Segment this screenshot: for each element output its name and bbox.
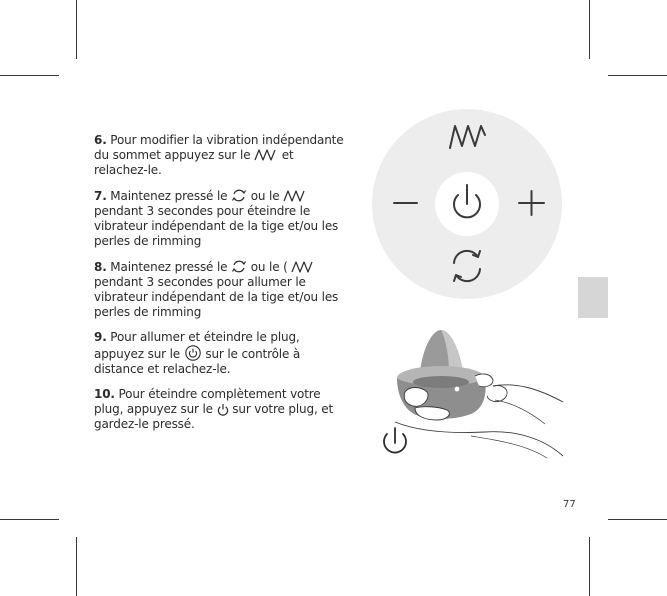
instruction-text: Pour allumer et éteindre le plug, appuyez sur le [94, 330, 300, 361]
wave-icon [283, 189, 307, 203]
crop-mark [608, 519, 667, 520]
instruction-text: ou le [250, 189, 284, 203]
instruction-text: ou le ( [250, 260, 288, 274]
crop-mark [589, 0, 590, 59]
crop-mark [76, 537, 77, 596]
instruction-text: Maintenez pressé le [110, 189, 232, 203]
crop-mark [608, 75, 667, 76]
remote-control-diagram [372, 109, 562, 299]
instruction-10 [94, 387, 344, 432]
crop-mark [76, 0, 77, 59]
instruction-text: sur le contrôle à distance et relachez-le. [94, 347, 301, 376]
instruction-text: Pour éteindre complètement votre plug, appuyez sur le [94, 387, 321, 416]
hand-plug-illustration [375, 326, 565, 472]
instruction-text: et relachez-le. [94, 148, 294, 177]
instruction-6 [94, 133, 344, 178]
instruction-number: 9. [94, 330, 107, 344]
instruction-text: pendant 3 secondes pour éteindre le vibrateur indépendant de la tige et/ou les perles de rimming [94, 204, 339, 248]
power-icon [217, 403, 229, 416]
instruction-text: pendant 3 secondes pour allumer le vibrateur indépendant de la tige et/ou les perles de rimming [94, 275, 339, 319]
instruction-7 [94, 188, 344, 249]
crop-mark [589, 537, 590, 596]
instruction-text: sur votre plug, et gardez-le pressé. [94, 402, 334, 431]
instruction-text: Pour modifier la vibration indépendante du sommet appuyez sur le [94, 133, 344, 162]
page-number: 77 [563, 499, 576, 510]
cycle-icon [231, 259, 247, 274]
instruction-number: 7. [94, 189, 107, 203]
wave-icon [291, 260, 315, 274]
crop-mark [0, 75, 59, 76]
wave-icon [254, 148, 278, 162]
instruction-number: 10. [94, 387, 115, 401]
power-circle-icon [184, 345, 202, 361]
crop-mark [0, 519, 59, 520]
instruction-9 [94, 330, 344, 377]
power-icon [384, 428, 406, 453]
instruction-number: 6. [94, 133, 107, 147]
cycle-icon [231, 188, 247, 203]
instruction-8 [94, 259, 344, 320]
instructions [94, 133, 344, 442]
instruction-number: 8. [94, 260, 107, 274]
side-tab [578, 277, 608, 318]
instruction-text: Maintenez pressé le [110, 260, 232, 274]
